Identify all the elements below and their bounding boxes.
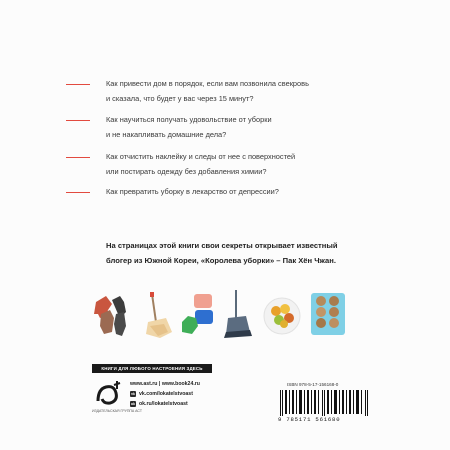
ast-logo-icon	[94, 379, 122, 407]
question-text	[106, 184, 406, 199]
vk-link-row	[130, 389, 200, 399]
vk-link[interactable]: vk.com/lokatelstvoast	[139, 391, 193, 397]
publisher-imprint: ИЗДАТЕЛЬСКАЯ ГРУППА АСТ	[92, 409, 142, 413]
ok-icon: ok	[131, 402, 135, 406]
question-line: и сказала, что будет у вас через 15 минут?	[106, 94, 254, 103]
barcode-number: 9 785171 561680	[278, 416, 370, 423]
question-line: Как научиться получать удовольствие от уборки	[106, 115, 272, 124]
red-dash	[66, 192, 90, 193]
vk-icon: vk	[131, 392, 135, 396]
red-dash	[66, 120, 90, 121]
red-dash	[66, 157, 90, 158]
author-blurb	[106, 238, 406, 268]
question-line: Как привести дом в порядок, если вам позвонила свекровь	[106, 79, 309, 88]
isbn-text: ISBN 978-5-17-156168-0	[287, 382, 339, 387]
publisher-footer	[92, 364, 372, 424]
fruit-bowl-icon	[262, 296, 302, 336]
red-dash	[66, 84, 90, 85]
question-text	[106, 149, 406, 179]
question-line: Как превратить уборку в лекарство от депрессии?	[106, 187, 279, 196]
egg-tray-icon	[310, 292, 346, 336]
website-links[interactable]: www.ast.ru | www.book24.ru	[130, 381, 200, 387]
blurb-line: блогер из Южной Кореи, «Королева уборки» – Пак Хён Чжан.	[106, 256, 336, 265]
question-text	[106, 76, 406, 106]
blurb-line: На страницах этой книги свои секреты открывает известный	[106, 241, 338, 250]
mop-icon	[140, 292, 176, 342]
illustration-strip	[0, 290, 450, 350]
tagline-bar: КНИГИ ДЛЯ ЛЮБОГО НАСТРОЕНИЯ ЗДЕСЬ	[92, 364, 212, 373]
sponges-icon	[178, 294, 218, 338]
dustpan-icon	[222, 290, 254, 340]
ok-link-row	[130, 399, 200, 409]
question-line: Как отчистить наклейку и следы от нее с поверхностей	[106, 152, 296, 161]
publisher-links	[130, 379, 200, 409]
question-line: или постирать одежду без добавления химии?	[106, 167, 267, 176]
ok-link[interactable]: ok.ru/lokatelstvoast	[139, 401, 188, 407]
question-text	[106, 112, 406, 142]
gloves-icon	[92, 292, 130, 338]
question-line: и не накапливать домашние дела?	[106, 130, 227, 139]
